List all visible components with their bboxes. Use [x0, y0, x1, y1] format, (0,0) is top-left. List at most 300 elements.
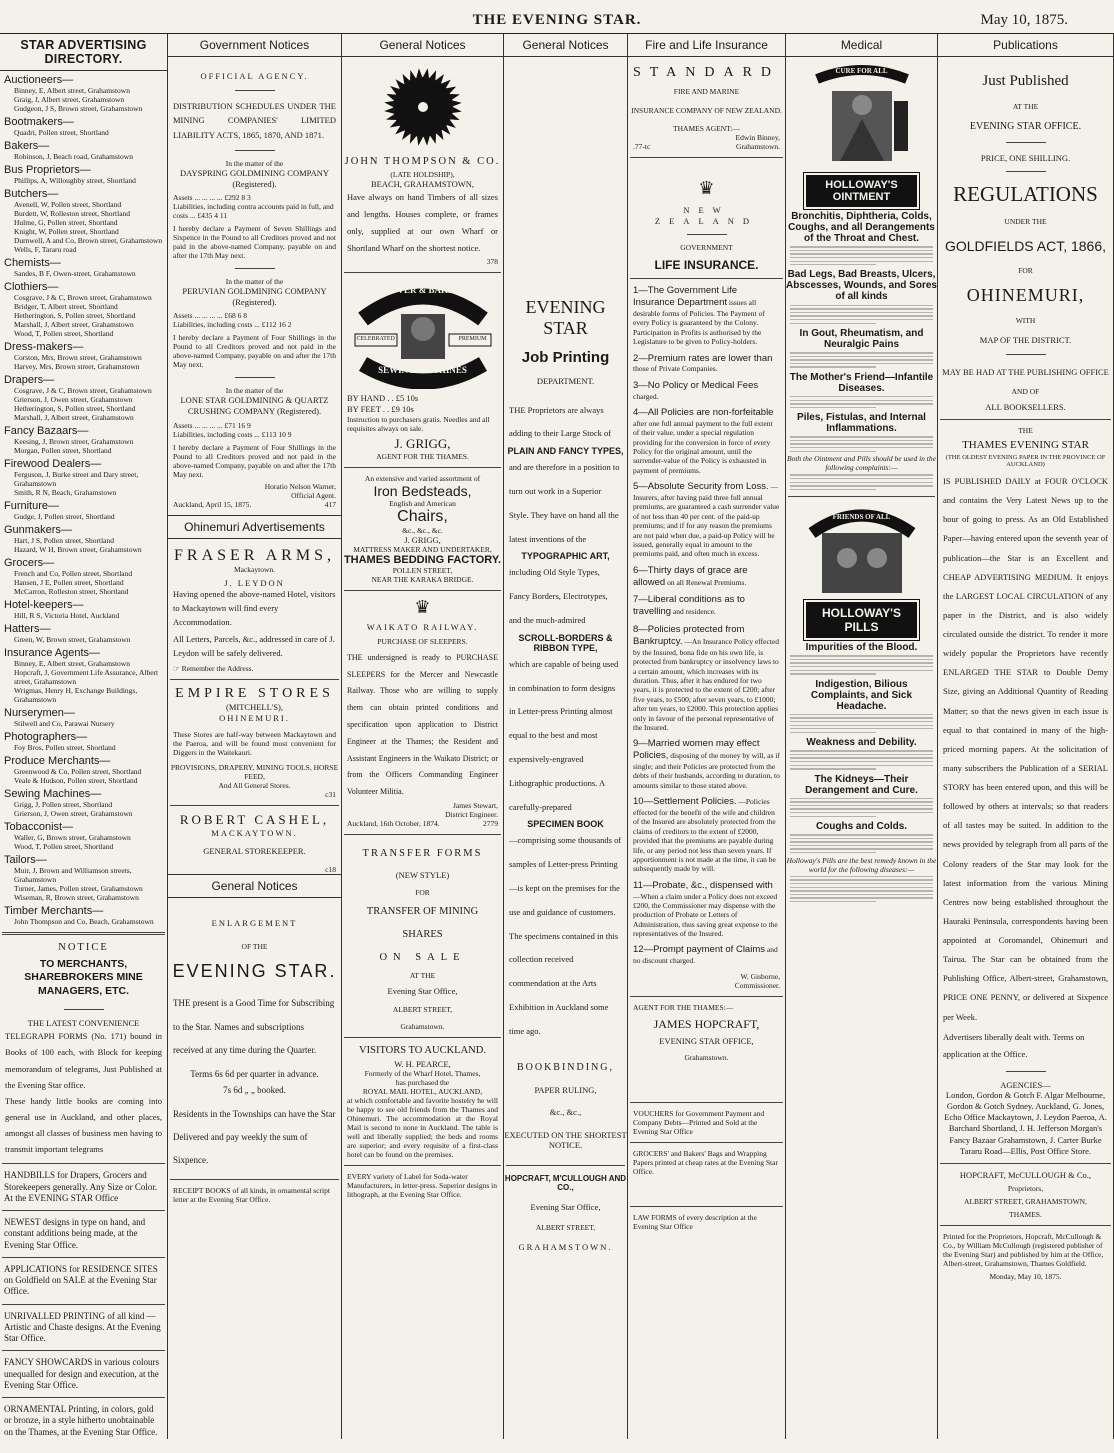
insurance-point-text: disposing of the money by will, as if single; and their Policies are protected from the debts of their husbands, according to duration, to amounts similar to those stated above. — [633, 751, 780, 790]
at-the: AT THE — [1012, 102, 1039, 111]
directory-entry — [0, 341, 167, 371]
insurance-points — [628, 285, 785, 965]
section-header: Ohinemuri Advertisements — [168, 515, 341, 539]
directory-category: Photographers— — [4, 731, 88, 743]
fine-print-line — [790, 750, 933, 751]
letters-text: All Letters, Parcels, &c., addressed in care of J. Leydon will be safely delivered. — [173, 634, 335, 658]
divider — [630, 1102, 783, 1103]
insurance-point-text: issues all desirable forms of Policies. The Payment of every Policy is guaranteed by the Colony. Participation in Profits is authorised by the Legislature to be given to Policy-holders. — [633, 298, 765, 347]
insurance-point-text: —Insurers, after having paid three full annual premiums, are guaranteed a cash surrender value of not less than 40 per cent. of the paid-up premiums; and if for any reason the premiums are not paid when due, a paid-up Policy will be issued, generally equal in amount to the premiums paid, and often much in excess. — [633, 482, 780, 559]
es-office: EVENING STAR OFFICE. — [969, 121, 1082, 132]
directory-listing: Bridger, T, Albert street, Shortland — [14, 302, 118, 311]
payment-text: I hereby declare a Payment of Four Shillings in the Pound to all Creditors proved and not paid in the above-named Company, payable on and after the 17th May next. — [173, 333, 336, 370]
divider — [630, 157, 783, 158]
extensive: An extensive and varied assortment of — [364, 473, 481, 483]
insurance-point — [628, 738, 785, 790]
standard-title: STANDARD — [632, 65, 781, 80]
divider — [788, 496, 935, 497]
divider — [940, 419, 1111, 420]
insurance-point-heading: 10—Settlement Policies. — [633, 796, 737, 808]
terms: Terms 6s 6d per quarter in advance. — [190, 1068, 319, 1079]
column-header: General Notices — [504, 34, 627, 57]
saw-tooth — [423, 136, 429, 146]
directory-listing: Ferguson, J, Burke street and Dary street, Grahamstown — [14, 470, 139, 488]
matter-label: In the matter of the — [225, 277, 284, 287]
directory-listing: Keesing, J, Brown street, Grahamstown — [14, 437, 134, 446]
transfer-title: TRANSFER FORMS — [362, 847, 483, 859]
directory-entry — [0, 755, 167, 785]
directory-listing: John Thompson and Co, Beach, Grahamstown — [14, 917, 154, 926]
divider — [630, 996, 783, 997]
thompson-text: Have always on hand Timbers of all sizes and lengths. Houses complete, or frames only, supplied at our own Wharf or Shortland Wharf on the shortest notice. — [347, 192, 498, 254]
insurance-point-heading: 5—Absolute Security from Loss. — [633, 481, 769, 493]
goldfields-act: GOLDFIELDS ACT, 1866, — [944, 238, 1107, 255]
medical-heading: Bronchitis, Diphtheria, Colds, Coughs, and all Derangements of the Throat and Chest. — [788, 211, 935, 244]
waikato-text: THE undersigned is ready to PURCHASE SLEEPERS for the Mercer and Newcastle Railway. Those who are willing to supply them can obtain printed conditions and specification upon application to District Engineer at the Thames; the Resident and Assistant Engineers in the Waikato District; or from the Officers Commanding Engineer Volunteer Militia. — [347, 652, 498, 797]
has-purchased: has purchased the — [395, 1078, 450, 1088]
fine-print-line — [790, 897, 933, 898]
thames-agent: THAMES AGENT:— — [673, 124, 740, 133]
directory-category: Drapers— — [4, 374, 55, 386]
directory-listing: Foy Bros, Pollen street, Shortland — [14, 743, 116, 752]
column-header: Fire and Life Insurance — [628, 34, 785, 57]
directory-entry — [0, 647, 167, 704]
new-zealand: NEW ZEALAND — [654, 205, 759, 226]
distribution-title: DISTRIBUTION SCHEDULES UNDER THE MINING COMPANIES' LIMITED LIABILITY ACTS, 1865, 1870, AND 1871. — [173, 100, 336, 140]
small-ad: FANCY SHOWCARDS in various colours unequalled for design and execution, at the Evening Star Office. — [4, 1357, 160, 1390]
small-ad: UNRIVALLED PRINTING of all kind —Artistic and Chaste designs. At the Evening Star Office. — [4, 1310, 161, 1344]
directory-entry — [0, 788, 167, 818]
residents-text: Residents in the Townships can have the Star Delivered and pay weekly the sum of Sixpence. — [173, 1108, 336, 1166]
directory-listing: Phillips, A, Willoughby street, Shortland — [14, 176, 136, 185]
booked: 7s 6d „ „ booked. — [223, 1084, 286, 1095]
directory-category: Timber Merchants— — [4, 905, 104, 917]
directory-listing: Green, W, Brown street, Grahamstown — [14, 635, 131, 644]
divider — [1006, 142, 1046, 143]
for: FOR — [1018, 266, 1033, 276]
james-hopcraft: JAMES HOPCRAFT, — [653, 1016, 760, 1031]
scroll-borders: SCROLL-BORDERS & RIBBON TYPE, — [518, 632, 613, 653]
directory-entry — [0, 425, 167, 455]
agencies-heading: AGENCIES— — [1000, 1079, 1051, 1090]
thompson-title: JOHN THOMPSON & CO. — [344, 156, 501, 167]
medical-heading: The Mother's Friend—Infantile Diseases. — [789, 371, 934, 394]
general-stores: And All General Stores. — [218, 780, 291, 790]
insurance-point-heading: 4—All Policies are non-forfeitable — [633, 407, 774, 418]
liabilities-line: Liabilities, including costs ... £113 10 9 — [173, 429, 292, 439]
insurance-company: INSURANCE COMPANY OF NEW ZEALAND. — [631, 106, 782, 115]
insurance-point-text: —When a claim under a Policy does not exceed £200, the Commissioner may dispense with the production of Probate or Letters of Administration, thus saving great expense to the representatives of the Insured. — [633, 891, 778, 938]
insurance-point — [628, 880, 785, 939]
small-ad: HANDBILLS for Drapers, Grocers and Storekeepers generally. Any Size or Color. At the EVENING STAR Office — [4, 1170, 158, 1203]
insurance-point-heading: 3—No Policy or Medical Fees — [633, 379, 759, 391]
crest-icon: ♛ — [698, 178, 715, 198]
directory-listing: Wood, T, Pollen street, Shortland — [14, 329, 114, 338]
fine-print-line — [790, 359, 933, 360]
directory-listing: Hazard, W H, Brown street, Grahamstown — [14, 545, 142, 554]
fine-print-line — [790, 396, 933, 397]
matter-label: In the matter of the — [225, 158, 284, 168]
directory-listing: Greenwood & Co, Pollen street, Shortland — [14, 767, 142, 776]
directory-listing: Wrigmas, Henry H, Exchange Buildings, Grahamstown — [14, 686, 138, 704]
insurance-point-text: those of Private Companies. — [633, 364, 718, 374]
directory-category: Bakers— — [4, 140, 50, 152]
small-ad: ORNAMENTAL Printing, in colors, gold or bronze, in a style hitherto unobtainable on the Thames, at the Evening Star Office. — [4, 1404, 158, 1437]
insurance-point — [628, 594, 785, 618]
fine-print-line — [790, 436, 933, 437]
fine-print-line — [790, 673, 876, 674]
remember-text: Remember the Address. — [181, 664, 254, 674]
comprising-text: —comprising some thousands of samples of Letter-press Printing—is kept on the premises for the use and guidance of customers. The specimens contained in this collection received commendation at the Arts Exhibition in Auckland some time ago. — [509, 835, 622, 1036]
fine-print-line — [790, 662, 933, 663]
insurance-point-text: charged. — [633, 391, 659, 401]
fine-print-line — [790, 443, 933, 444]
signer-title: District Engineer. — [445, 809, 498, 819]
divider — [630, 1142, 783, 1143]
insurance-point — [628, 353, 785, 374]
ohinemuri: OHINEMURI, — [966, 285, 1085, 306]
empire-text: These Stores are half-way between Mackaytown and the Paeroa, and will be found most convenient for Diggers in the Waitekauri. — [173, 729, 336, 757]
saw-tooth — [417, 136, 423, 145]
proprietors: Proprietors, — [1007, 1184, 1044, 1194]
payment-text: I hereby declare a Payment of Four Shillings in the Pound to all Creditors proved and not paid in the above-named Company, payable on and after the 17th May next. — [173, 442, 336, 479]
grahamstown: Grahamstown. — [400, 1021, 445, 1031]
the: THE — [1018, 426, 1033, 436]
iron-bedsteads: Iron Bedsteads, — [373, 482, 472, 499]
company-name: PERUVIAN GOLDMINING COMPANY (Registered). — [182, 286, 327, 307]
divider — [235, 150, 275, 151]
signer-name: James Stewart, — [453, 800, 498, 810]
text-block — [790, 396, 933, 408]
subtitle: (MITCHELL'S), — [225, 702, 283, 713]
place: Mackaytown. — [233, 564, 276, 574]
matter-label: In the matter of the — [225, 386, 284, 396]
directory-listing: Burdett, W, Rolleston street, Shortland — [14, 209, 131, 218]
company-name: LONE STAR GOLDMINING & QUARTZ CRUSHING COMPANY (Registered). — [180, 395, 329, 417]
insurance-point-text: —An Insurance Policy effected by the Insured, bona fide on his own life, is protected from bankruptcy or insolvency laws to a certain amount, which increases with its duration. Thus, after it has endured for two years, it is protected to the extent of £200; after five years, to £500; after seven years, to £1000; after ten years, to £2000. This protection applies only in favour of the personal representative of the Insured. — [633, 637, 779, 732]
directory-listing: Turner, James, Pollen street, Grahamstown — [14, 884, 143, 893]
royal-mail: ROYAL MAIL HOTEL, AUCKLAND, — [362, 1087, 483, 1097]
insurance-point-text: and residence. — [672, 607, 716, 617]
fine-print-line — [790, 714, 933, 715]
fine-print-line — [790, 474, 933, 475]
agent-line — [628, 142, 785, 151]
directory-listing: Harvey, Mrs, Brown street, Grahamstown — [14, 362, 140, 371]
directory-entry — [0, 188, 167, 254]
directory-entry — [0, 500, 167, 521]
directory-listing: Morgan, Pollen street, Shortland — [14, 446, 112, 455]
fine-print-line — [790, 323, 876, 324]
official-agency: OFFICIAL AGENCY. — [200, 71, 309, 81]
fine-print-line — [790, 732, 876, 733]
directory-listing: Hopcraft, J, Government Life Assurance, Albert street, Grahamstown — [14, 668, 159, 686]
notice-title: NOTICE — [58, 942, 109, 953]
fine-print-line — [790, 305, 933, 306]
government: GOVERNMENT — [680, 243, 733, 253]
directory-listing: Cosgrave, J & C, Brown street, Grahamstown — [14, 386, 152, 395]
plain-types: PLAIN AND FANCY TYPES, — [507, 446, 624, 457]
fine-print-line — [790, 841, 933, 842]
directory-category: Auctioneers— — [4, 74, 74, 86]
divider — [235, 268, 275, 269]
fine-print-line — [790, 765, 933, 766]
enlargement: ENLARGEMENT — [211, 917, 298, 928]
albert: ALBERT STREET, — [535, 1222, 596, 1232]
insurance-point-text: and no discount charged. — [633, 945, 778, 966]
divider — [235, 90, 275, 91]
shares: SHARES — [402, 928, 443, 940]
general-notices-column — [342, 34, 504, 1439]
ad-code: .77-tc — [633, 142, 651, 151]
directory-listing: Binney, E, Albert street, Grahamstown — [14, 659, 130, 668]
saw-tooth — [452, 107, 461, 113]
signer-title: Commissioner. — [734, 980, 780, 990]
directory-listing: Grierson, J, Owen street, Grahamstown — [14, 395, 133, 404]
text-block — [790, 834, 933, 853]
ad-code: 417 — [324, 499, 336, 509]
insurance-point-heading: 2—Premium rates are lower than — [633, 352, 773, 364]
regulations: REGULATIONS — [953, 182, 1098, 207]
grigg-name: J. GRIGG, — [394, 435, 451, 451]
directory-listing: McCarron, Rolleston street, Shortland — [14, 587, 129, 596]
factory: THAMES BEDDING FACTORY. — [343, 554, 502, 567]
royal-text: at which comfortable and favorite hostelry he will be happy to see old friends from the Thames and Ohinemuri. The accommodation at the Royal Mail is second to none in Auckland. The table is well and liberally supplied; the beds and rooms are superior; and every requisite of a first-class hotel can be found on the premises. — [347, 1096, 498, 1160]
agency-list: London, Gordon & Gotch F. Algar Melbourne, Gordon & Gotch Sydney. Auckland, G. Jones, Echo Office Mackaytown, J. Leydon Paeroa, A. Barchard Shortland, J. H. Jefferson Morgan's Fancy Bazaar Grahamstown, J. Carter Burke Tararu Road—Ellis, Post Office Store. — [944, 1090, 1107, 1156]
emblem-top: GROVER & BAKER'S — [376, 285, 468, 296]
directory-category: Produce Merchants— — [4, 755, 111, 767]
telegraph-ad-text-2: These handy little books are coming into general use in Auckland, and other places, amongst all classes of business men having to transmit important telegrams — [5, 1095, 162, 1155]
directory-category: Tobacconist— — [4, 821, 74, 833]
fine-print-line — [790, 761, 933, 762]
directory-category: Firewood Dealers— — [4, 458, 102, 470]
directory-listing: Grierson, J, Owen street, Grahamstown — [14, 809, 133, 818]
fine-print-line — [790, 728, 933, 729]
fine-print-line — [790, 754, 933, 755]
fine-print-line — [790, 894, 933, 895]
directory-entry — [0, 854, 167, 902]
fine-print-line — [790, 812, 933, 813]
fine-print-line — [790, 890, 933, 891]
holloway-pills-banner: HOLLOWAY'S PILLS — [806, 602, 917, 638]
map: MAP OF THE DISTRICT. — [979, 335, 1072, 346]
directory-category: Insurance Agents— — [4, 647, 101, 659]
insurance-point-heading: 6—Thirty days of grace are allowed — [633, 564, 748, 588]
directory-category: Fancy Bazaars— — [4, 425, 89, 437]
directory-category: Bus Proprietors— — [4, 164, 91, 176]
directory-entry — [0, 524, 167, 554]
directory-listing: Hill, R S, Victoria Hotel, Auckland — [14, 611, 120, 620]
divider — [940, 1163, 1111, 1164]
agent: AGENT FOR THE THAMES. — [376, 451, 469, 461]
emblem-bottom: SEWING MACHINES — [378, 365, 467, 376]
insurance-point — [628, 481, 785, 559]
fine-print-line — [790, 246, 933, 247]
company-name: DAYSPRING GOLDMINING COMPANY (Registered). — [179, 167, 330, 189]
directory-category: Hotel-keepers— — [4, 599, 84, 611]
directory-category: Hatters— — [4, 623, 51, 635]
fine-print-line — [790, 876, 933, 877]
booksellers: ALL BOOKSELLERS. — [985, 402, 1066, 413]
divider — [630, 278, 783, 279]
divider — [344, 467, 501, 468]
saw-tooth — [452, 100, 462, 106]
directory-listing: Knight, W, Pollen street, Shortland — [14, 227, 119, 236]
place: OHINEMURI. — [219, 712, 290, 723]
directory-entry — [0, 281, 167, 338]
divider — [344, 834, 501, 835]
fine-print-line — [790, 666, 933, 667]
masthead — [0, 0, 1114, 34]
directory-listing: Hulme, G, Pollen street, Shortland — [14, 218, 118, 227]
directory-listing: Binney, E, Albert street, Grahamstown — [14, 86, 130, 95]
directory-listing: Smith, R N, Beach, Grahamstown — [14, 488, 117, 497]
holloway-ointment-banner: HOLLOWAY'S OINTMENT — [806, 175, 917, 207]
fine-print-line — [790, 879, 933, 880]
insurance-point-heading: 7—Liberal conditions as to travelling — [633, 594, 745, 618]
typographic-art: TYPOGRAPHIC ART, — [521, 551, 610, 562]
fine-print-line — [790, 883, 933, 884]
fine-print-line — [790, 407, 876, 408]
subscription-text: THE present is a Good Time for Subscribing to the Star. Names and subscriptions received at any time during the Quarter. — [173, 998, 335, 1056]
oldest-note: (THE OLDEST EVENING PAPER IN THE PROVINCE OF AUCKLAND) — [945, 454, 1106, 469]
with: WITH — [1015, 316, 1036, 326]
text-block — [790, 246, 933, 265]
life-insurance: LIFE INSURANCE. — [654, 258, 759, 273]
directory-listing: Robinson, J, Beach road, Grahamstown — [14, 152, 133, 161]
on-sale: ON SALE — [379, 951, 466, 963]
fine-print-line — [790, 363, 933, 364]
empire-stores-title: EMPIRE STORES — [175, 686, 334, 702]
directory-entry — [0, 116, 167, 137]
signer-name: Horatio Nelson Warner, — [264, 481, 336, 491]
fraser-arms-title: FRASER ARMS, — [174, 546, 335, 564]
medical-heading: Impurities of the Blood. — [805, 642, 918, 654]
fine-print-line — [790, 805, 933, 806]
fine-print-line — [790, 887, 933, 888]
fine-print-line — [790, 834, 933, 835]
column-header: STAR ADVERTISING DIRECTORY. — [0, 34, 167, 71]
convenience-heading: THE LATEST CONVENIENCE — [27, 1017, 140, 1028]
divider — [64, 1009, 104, 1010]
office: Evening Star Office, — [387, 986, 458, 997]
directory-entry — [0, 731, 167, 752]
fine-print-line — [790, 319, 933, 320]
insurance-point — [628, 565, 785, 589]
for: FOR — [415, 888, 430, 898]
directory-listing: Gudgeon, J S, Brown street, Grahamstown — [14, 104, 143, 113]
text-block — [790, 474, 933, 490]
medical-heading: Coughs and Colds. — [815, 820, 908, 832]
fine-print-line — [790, 485, 933, 486]
directory-listing: Veale & Hudson, Pollen street, Shortland — [14, 776, 138, 785]
directory-category: Clothiers— — [4, 281, 59, 293]
medical-heading: Indigestion, Bilious Complaints, and Sick Headache. — [810, 678, 913, 712]
department: DEPARTMENT. — [536, 376, 595, 386]
fine-print-line — [790, 845, 933, 846]
advertisers: Advertisers liberally dealt with. Terms on application at the Office. — [943, 1031, 1085, 1059]
directory-listing: Stilwell and Co, Parawai Nursery — [14, 719, 115, 728]
fine-print-line — [790, 838, 933, 839]
divider — [940, 1225, 1111, 1226]
formerly: Formerly of the Wharf Hotel, Thames, — [364, 1069, 481, 1079]
under-the: UNDER THE — [1004, 217, 1047, 227]
receipt-ad: RECEIPT BOOKS of all kinds, in ornamental script letter at the Evening Star Office. — [173, 1185, 330, 1204]
directory-column — [0, 34, 168, 1439]
fine-print-line — [790, 798, 933, 799]
grahamstown: Grahamstown. — [684, 1053, 729, 1063]
fine-print-line — [790, 717, 933, 718]
small-ad: NEWEST designs in type on hand, and constant additions being made, at the Evening Star Office. — [4, 1217, 146, 1250]
fine-print-line — [790, 725, 933, 726]
directory-listing: Wood, T, Pollen street, Shortland — [14, 842, 114, 851]
directory-category: Bootmakers— — [4, 116, 74, 128]
newspaper-title: THE EVENING STAR. — [472, 12, 642, 28]
albert-street: ALBERT STREET, GRAHAMSTOWN, — [964, 1197, 1087, 1207]
fine-print-line — [790, 451, 876, 452]
medical-heading: The Kidneys—Their Derangement and Cure. — [805, 773, 918, 796]
small-ad: APPLICATIONS for RESIDENCE SITES on Goldfield on SALE at the Evening Star Office. — [4, 1263, 158, 1297]
divider — [1006, 354, 1046, 355]
dated-line — [168, 500, 341, 509]
divider — [2, 1397, 165, 1398]
agent-place: Grahamstown. — [736, 142, 780, 151]
and-of: AND OF — [1011, 387, 1040, 397]
directory-entry — [0, 140, 167, 161]
including-text: including Old Style Types, Fancy Borders, Electrotypes, and the much-admired — [509, 567, 608, 625]
grocers-ad: GROCERS' and Bakers' Bags and Wrapping Papers printed at cheap rates at the Evening Star Office. — [633, 1149, 778, 1177]
directory-category: Chemists— — [4, 257, 61, 269]
divider — [506, 1165, 625, 1166]
directory-listing: Marshall, J, Albert street, Grahamstown — [14, 320, 134, 329]
fine-print-line — [790, 852, 876, 853]
bookbinding: BOOKBINDING, — [516, 1061, 615, 1073]
directory-entry — [0, 623, 167, 644]
dated: Auckland, April 15, 1875. — [173, 499, 252, 509]
price: PRICE, ONE SHILLING. — [980, 152, 1071, 163]
instruction: Instruction to purchasers gratis. Needles and all requisites always on sale. — [347, 414, 490, 433]
holloway-pills-emblem — [802, 503, 922, 598]
assets-line: Assets ... ... ... ... £71 16 9 — [173, 420, 251, 430]
divider — [344, 1037, 501, 1038]
insurance-column — [628, 34, 786, 1439]
medical-heading: Bad Legs, Bad Breasts, Ulcers, Abscesses, Wounds, and Sores of all kinds — [786, 269, 937, 303]
divider — [2, 1210, 165, 1211]
directory-listing: Wiseman, R, Brown street, Grahamstown — [14, 893, 139, 902]
divider — [2, 1163, 165, 1164]
fine-print-line — [790, 400, 933, 401]
assets-line: Assets ... ... ... ... £292 8 3 — [173, 193, 251, 203]
ad-code: c18 — [325, 864, 336, 874]
directory-listing: Muir, J, Brown and Williamson streets, Grahamstown — [14, 866, 132, 884]
labels-ad: EVERY variety of Label for Soda-water Manufacturers, in letter-press. Superior designs in lithograph, at the Evening Star Office. — [347, 1172, 498, 1200]
fine-print-line — [790, 659, 933, 660]
law-forms-ad: LAW FORMS of every description at the Evening Star Office — [633, 1213, 757, 1232]
medical-column — [786, 34, 938, 1439]
fine-print-line — [790, 816, 876, 817]
insurance-point-heading: 11—Probate, &c., dispensed with — [633, 879, 773, 891]
divider — [235, 377, 275, 378]
both-note: Both the Ointment and Pills should be used in the following complaints:— — [787, 454, 936, 473]
thames: THAMES. — [1009, 1210, 1042, 1220]
insurance-point-text: after one full annual payment to the full extent of their value, under a special regulation providing for the conversion in force of every Policy for the original amount, until the surrender-value of the Policy is exhausted in payment of premiums. — [633, 418, 773, 475]
position-text: and are therefore in a position to turn out work in a Superior Style. They have on hand all the latest inventions of the — [509, 462, 620, 544]
column-header: Medical — [786, 34, 937, 57]
crest-icon: ♛ — [414, 597, 431, 618]
executed: EXECUTED ON THE SHORTEST NOTICE. — [504, 1129, 627, 1151]
evening-star-title: EVENING STAR — [525, 297, 606, 338]
insurance-point-heading: 9—Married women may effect Policies, — [633, 738, 760, 762]
pearce: W. H. PEARCE, — [394, 1058, 451, 1069]
